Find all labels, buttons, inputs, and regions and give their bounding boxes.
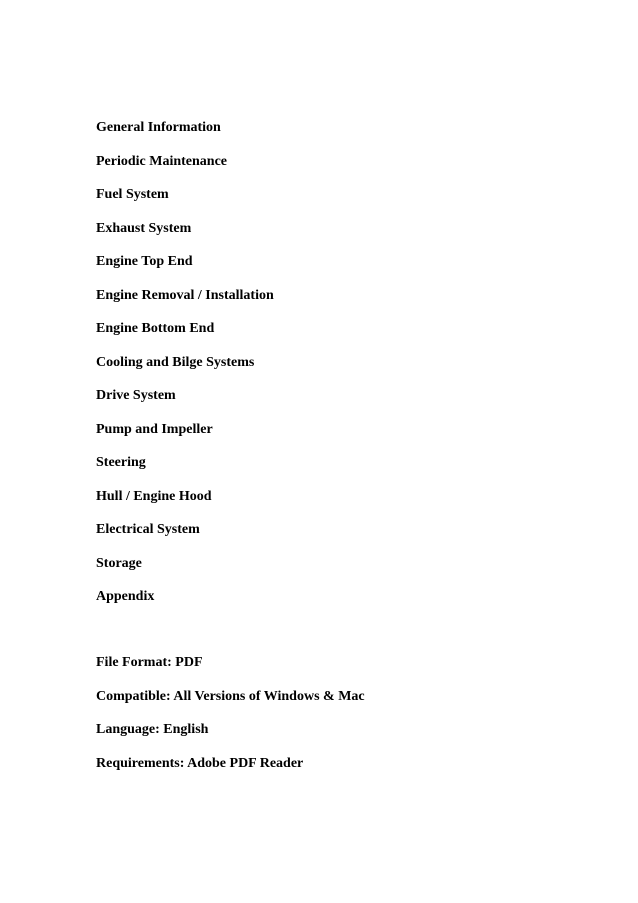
spec-compatible: Compatible: All Versions of Windows & Mac (96, 688, 365, 704)
contents-item-pump-impeller: Pump and Impeller (96, 421, 213, 437)
contents-item-periodic-maintenance: Periodic Maintenance (96, 153, 228, 169)
contents-item-steering: Steering (96, 455, 146, 470)
contents-item-electrical-system: Electrical System (96, 522, 200, 537)
contents-item-general-information: General Information (96, 120, 221, 135)
contents-item-storage: Storage (96, 555, 142, 571)
contents-list (96, 119, 274, 622)
spec-language: Language: English (96, 722, 209, 737)
contents-item-hull-engine-hood: Hull / Engine Hood (96, 488, 212, 504)
contents-item-engine-removal-installation: Engine Removal / Installation (96, 287, 274, 303)
contents-item-exhaust-system: Exhaust System (96, 220, 192, 236)
contents-item-fuel-system: Fuel System (96, 187, 169, 202)
contents-item-engine-top-end: Engine Top End (96, 254, 193, 269)
contents-item-appendix: Appendix (96, 589, 155, 604)
contents-item-drive-system: Drive System (96, 388, 176, 403)
file-specs-list (96, 654, 365, 788)
contents-item-cooling-bilge-systems: Cooling and Bilge Systems (96, 354, 255, 370)
spec-file-format: File Format: PDF (96, 655, 203, 670)
spec-requirements: Requirements: Adobe PDF Reader (96, 755, 304, 771)
contents-item-engine-bottom-end: Engine Bottom End (96, 321, 215, 336)
